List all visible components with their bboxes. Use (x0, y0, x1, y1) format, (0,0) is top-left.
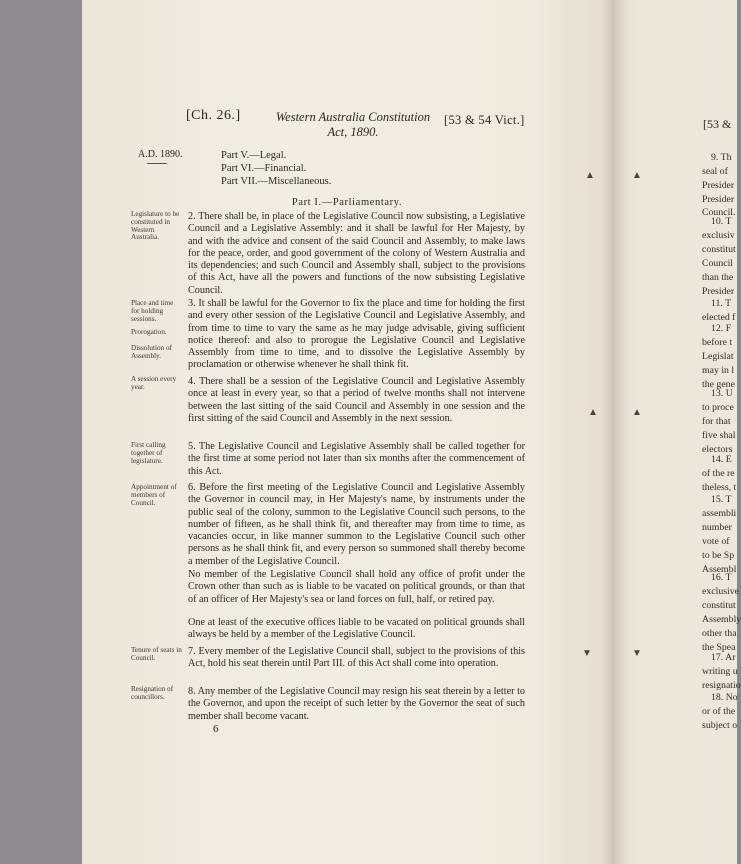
parts-list-item: Part VII.—Miscellaneous. (221, 176, 332, 187)
right-page-line: vote of (702, 536, 730, 547)
stitch-mark: ▲ (632, 170, 642, 181)
margin-note: Tenure of seats in Council. (131, 646, 182, 662)
section-paragraph: 2. There shall be, in place of the Legislative Council now subsisting, a Legislative Council and a Legislative Assembly: and it shall be lawful for Her Majesty, by and with the advice and consent of the said Council and Assembly, to make laws for the peace, order, and good government of the colony of Western Australia and its dependencies; and such Council and Assembly shall, subject to the provisions of this Act, have all the powers and functions of the now subsisting Legislative Council. (188, 211, 525, 296)
right-page-line: assembli (702, 508, 737, 519)
section-paragraph: 4. There shall be a session of the Legislative Council and Legislative Assembly once at least in every year, so that a period of twelve months shall not intervene between the last sitting of the said Council and Assembly in one session and the first sitting of the said Council and Assembly in the next session. (188, 376, 525, 424)
margin-date: A.D. 1890. (138, 149, 183, 160)
stitch-mark: ▲ (585, 170, 595, 181)
right-page-line: the gene (702, 379, 735, 390)
stitch-mark: ▲ (632, 407, 642, 418)
right-page-line: 12. F (711, 323, 732, 334)
right-page-line: constitut (702, 600, 736, 611)
parts-list-item: Part VI.—Financial. (221, 163, 307, 174)
margin-note: Place and time for holding sessions. (131, 299, 174, 323)
right-page-line: other tha (702, 628, 737, 639)
right-page-line: 17. Ar (711, 652, 736, 663)
stitch-mark: ▲ (588, 407, 598, 418)
margin-note: A session every year. (131, 375, 177, 391)
margin-note: Prorogation. (131, 328, 167, 336)
margin-note: Resignation of councillors. (131, 685, 174, 701)
page-gutter (600, 0, 624, 864)
right-page-line: Presider (702, 286, 735, 297)
right-page-line: 10. T (711, 216, 732, 227)
right-page-line: 16. T (711, 572, 732, 583)
section-paragraph: 5. The Legislative Council and Legislative Assembly shall be called together for the first time at some period not later than six months after the commencement of this Act. (188, 441, 525, 477)
right-page-line: than the (702, 272, 734, 283)
right-page-line: electors (702, 444, 733, 455)
right-page-line: to be Sp (702, 550, 735, 561)
right-page-line: to proce (702, 402, 734, 413)
right-page-line: elected f (702, 312, 736, 323)
date-rule (147, 163, 167, 164)
margin-note: Legislature to be constituted in Western Australia. (131, 210, 180, 242)
right-page-line: of the re (702, 468, 735, 479)
right-page-line: 13. U (711, 388, 733, 399)
right-page-line: Assembl (702, 564, 737, 575)
chapter-number: [Ch. 26.] (186, 108, 241, 123)
section-paragraph: No member of the Legislative Council shall hold any office of profit under the Crown other than such as is liable to be vacated on political grounds, or than that of an officer of Her Majesty's sea or land forces on full, half, or retired pay. (188, 569, 525, 605)
right-page-line: may in l (702, 365, 735, 376)
stitch-mark: ▼ (632, 648, 642, 659)
right-page-line: 11. T (711, 298, 732, 309)
margin-note: Dissolution of Assembly. (131, 344, 172, 360)
right-page-line: or of the (702, 706, 736, 717)
right-page-line: Legislat (702, 351, 734, 362)
parts-list-item: Part V.—Legal. (221, 150, 287, 161)
right-page-line: the Spea (702, 642, 736, 653)
part-heading: Part I.—Parliamentary. (291, 197, 403, 208)
stitch-mark: ▼ (582, 648, 592, 659)
right-page-line: 14. E (711, 454, 732, 465)
right-page-line: number (702, 522, 732, 533)
right-page-line: exclusiv (702, 230, 735, 241)
right-page-line: constitut (702, 244, 736, 255)
act-title: Western Australia Constitution Act, 1890. (275, 110, 431, 139)
right-page-line: Presider (702, 194, 735, 205)
right-page-line: seal of (702, 166, 728, 177)
right-page-line: 18. No (711, 692, 738, 703)
parts-list (221, 149, 331, 188)
right-page-line: exclusive (702, 586, 739, 597)
right-page-line: before t (702, 337, 733, 348)
right-page-line: Council (702, 258, 734, 269)
right-page-line: subject o (702, 720, 738, 731)
right-page-line: theless, t (702, 482, 737, 493)
section-paragraph: One at least of the executive offices liable to be vacated on political grounds shall always be held by a member of the Legislative Council. (188, 617, 525, 641)
section-paragraph: 3. It shall be lawful for the Governor to fix the place and time for holding the first and every other session of the Legislative Council and Legislative Assembly, and from time to time to vary the same as he may judge advisable, giving sufficient notice thereof: and also to prorogue the Legislative Council and Legislative Assembly from time to time, and to dissolve the Legislative Assembly by proclamation or otherwise whenever he shall think fit. (188, 298, 525, 371)
page-number: 6 (213, 723, 219, 735)
right-page-line: 15. T (711, 494, 732, 505)
right-page-line: writing u (702, 666, 738, 677)
right-page-line: Presider (702, 180, 735, 191)
right-page-line: 9. Th (711, 152, 732, 163)
regnal-year: [53 & 54 Vict.] (444, 113, 525, 127)
right-page-line: resignatio (702, 680, 741, 691)
margin-note: First calling together of legislature. (131, 441, 166, 465)
right-page-line: five shal (702, 430, 736, 441)
scan-background (0, 0, 82, 864)
right-page-line: for that (702, 416, 731, 427)
right-page-header: [53 & (703, 117, 732, 131)
margin-note: Appointment of members of Council. (131, 483, 177, 507)
section-paragraph: 8. Any member of the Legislative Council may resign his seat therein by a letter to the Governor, and upon the receipt of such letter by the Governor the seat of such member shall become vacant. (188, 686, 525, 722)
right-page-line: Assembly (702, 614, 741, 625)
section-paragraph: 7. Every member of the Legislative Council shall, subject to the provisions of this Act, hold his seat therein until Part III. of this Act shall come into operation. (188, 646, 525, 670)
right-page-line: Council. (702, 207, 736, 218)
section-paragraph: 6. Before the first meeting of the Legislative Council and Legislative Assembly the Governor in council may, in Her Majesty's name, by instruments under the public seal of the colony, summon to the Legislative Council such persons, to the number of fifteen, as he shall think fit, and thereafter may from time to time, as vacancies occur, in like manner summon to the Legislative Council such other persons as he shall think fit, and every person so summoned shall thereby become a member of the Legislative Council. (188, 482, 525, 567)
